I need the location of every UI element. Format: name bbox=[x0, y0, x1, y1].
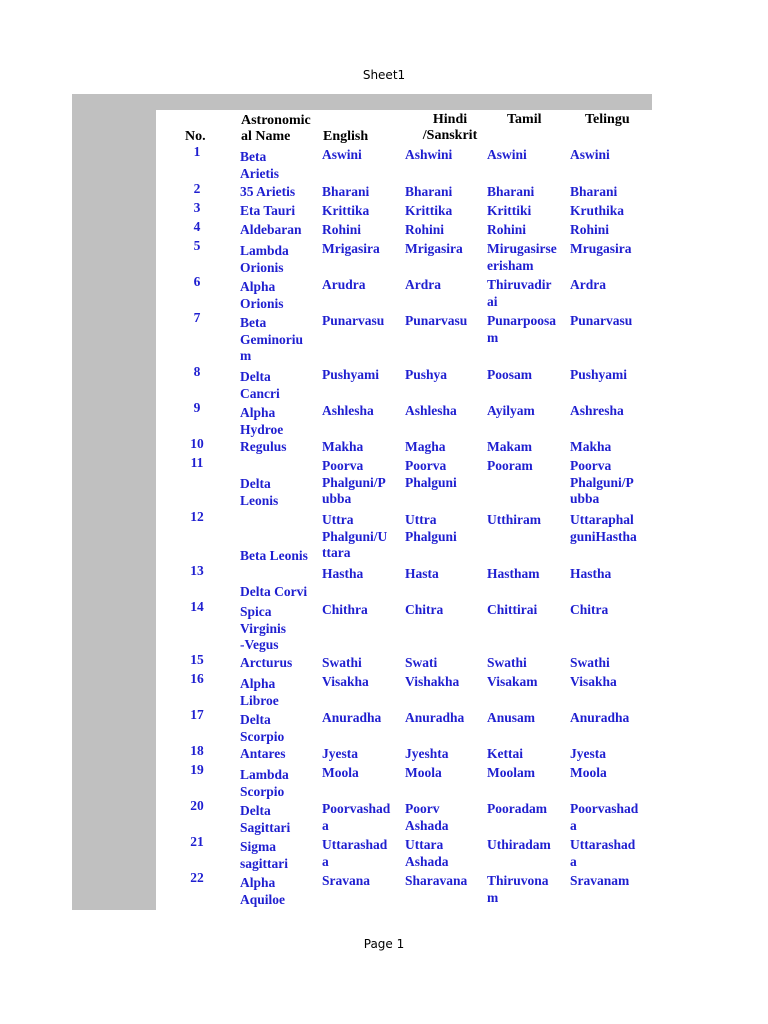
cell-english: Moola bbox=[322, 765, 359, 780]
cell-tamil: Krittiki bbox=[487, 203, 532, 218]
cell-hindi-sanskrit: Uttara Ashada bbox=[405, 837, 449, 869]
sheet-gray-header-band bbox=[72, 94, 652, 110]
cell-no: 14 bbox=[190, 599, 204, 614]
cell-no: 18 bbox=[190, 743, 204, 758]
cell-astronomical-name: Regulus bbox=[240, 439, 287, 454]
cell-telingu: Makha bbox=[570, 439, 612, 454]
cell-hindi-sanskrit: Chitra bbox=[405, 602, 444, 617]
cell-english: Mrigasira bbox=[322, 241, 380, 256]
cell-tamil: Thiruvona m bbox=[487, 873, 549, 905]
cell-hindi-sanskrit: Ashwini bbox=[405, 147, 453, 162]
cell-tamil: Pooradam bbox=[487, 801, 547, 816]
cell-english: Sravana bbox=[322, 873, 371, 888]
cell-telingu: Ardra bbox=[570, 277, 606, 292]
cell-no: 5 bbox=[193, 238, 201, 253]
cell-english: Arudra bbox=[322, 277, 366, 292]
cell-tamil: Makam bbox=[487, 439, 532, 454]
cell-hindi-sanskrit: Bharani bbox=[405, 184, 453, 199]
cell-telingu: Uttarashad a bbox=[570, 837, 636, 869]
sheet-title: Sheet1 bbox=[362, 68, 406, 82]
cell-no: 4 bbox=[193, 219, 201, 234]
header-telingu: Telingu bbox=[585, 112, 630, 127]
cell-english: Krittika bbox=[322, 203, 370, 218]
cell-english: Poorvashad a bbox=[322, 801, 391, 833]
cell-hindi-sanskrit: Sharavana bbox=[405, 873, 468, 888]
cell-telingu: Sravanam bbox=[570, 873, 630, 888]
cell-no: 9 bbox=[193, 400, 201, 415]
cell-no: 19 bbox=[190, 762, 204, 777]
cell-no: 20 bbox=[190, 798, 204, 813]
cell-no: 16 bbox=[190, 671, 204, 686]
cell-telingu: Poorva Phalguni/P ubba bbox=[570, 458, 634, 506]
cell-tamil: Thiruvadir ai bbox=[487, 277, 552, 309]
cell-astronomical-name: Eta Tauri bbox=[240, 203, 296, 218]
cell-tamil: Aswini bbox=[487, 147, 527, 162]
cell-telingu: Uttaraphal guniHastha bbox=[570, 512, 637, 544]
cell-english: Punarvasu bbox=[322, 313, 385, 328]
cell-no: 17 bbox=[190, 707, 204, 722]
cell-tamil: Uthiradam bbox=[487, 837, 551, 852]
cell-tamil: Utthiram bbox=[487, 512, 541, 527]
header-tamil: Tamil bbox=[507, 112, 542, 127]
cell-telingu: Punarvasu bbox=[570, 313, 633, 328]
cell-no: 11 bbox=[190, 455, 204, 470]
cell-hindi-sanskrit: Ardra bbox=[405, 277, 441, 292]
cell-telingu: Hastha bbox=[570, 566, 612, 581]
cell-astronomical-name: Alpha Aquiloe bbox=[240, 875, 286, 907]
cell-hindi-sanskrit: Swati bbox=[405, 655, 438, 670]
cell-hindi-sanskrit: Magha bbox=[405, 439, 446, 454]
cell-telingu: Bharani bbox=[570, 184, 618, 199]
cell-no: 7 bbox=[193, 310, 201, 325]
cell-astronomical-name: Aldebaran bbox=[240, 222, 302, 237]
cell-telingu: Pushyami bbox=[570, 367, 628, 382]
cell-english: Swathi bbox=[322, 655, 362, 670]
cell-telingu: Aswini bbox=[570, 147, 610, 162]
cell-english: Chithra bbox=[322, 602, 368, 617]
cell-telingu: Visakha bbox=[570, 674, 617, 689]
cell-hindi-sanskrit: Ashlesha bbox=[405, 403, 457, 418]
cell-tamil: Poosam bbox=[487, 367, 532, 382]
cell-telingu: Ashresha bbox=[570, 403, 624, 418]
cell-no: 22 bbox=[190, 870, 204, 885]
cell-hindi-sanskrit: Poorv Ashada bbox=[405, 801, 449, 833]
header-english: English bbox=[323, 129, 369, 144]
header-no: No. bbox=[185, 129, 206, 144]
cell-hindi-sanskrit: Rohini bbox=[405, 222, 445, 237]
cell-tamil: Moolam bbox=[487, 765, 535, 780]
cell-english: Anuradha bbox=[322, 710, 382, 725]
cell-tamil: Kettai bbox=[487, 746, 523, 761]
cell-hindi-sanskrit: Hasta bbox=[405, 566, 439, 581]
cell-no: 10 bbox=[190, 436, 204, 451]
cell-english: Jyesta bbox=[322, 746, 358, 761]
cell-telingu: Poorvashad a bbox=[570, 801, 639, 833]
cell-english: Ashlesha bbox=[322, 403, 374, 418]
cell-telingu: Rohini bbox=[570, 222, 610, 237]
cell-tamil: Chittirai bbox=[487, 602, 538, 617]
cell-hindi-sanskrit: Anuradha bbox=[405, 710, 465, 725]
cell-tamil: Rohini bbox=[487, 222, 527, 237]
cell-no: 3 bbox=[193, 200, 201, 215]
cell-astronomical-name: Arcturus bbox=[240, 655, 293, 670]
cell-hindi-sanskrit: Poorva Phalguni bbox=[405, 458, 457, 490]
cell-english: Rohini bbox=[322, 222, 362, 237]
cell-astronomical-name: Spica Virginis -Vegus bbox=[240, 604, 287, 652]
cell-no: 8 bbox=[193, 364, 201, 379]
cell-telingu: Chitra bbox=[570, 602, 609, 617]
cell-hindi-sanskrit: Moola bbox=[405, 765, 442, 780]
header-hindi: Hindi /Sanskrit bbox=[422, 112, 478, 143]
cell-english: Uttra Phalguni/U ttara bbox=[322, 512, 388, 560]
cell-no: 13 bbox=[190, 563, 204, 578]
cell-astronomical-name: Delta Leonis bbox=[240, 476, 279, 508]
cell-tamil: Ayilyam bbox=[487, 403, 535, 418]
cell-no: 15 bbox=[190, 652, 204, 667]
cell-hindi-sanskrit: Punarvasu bbox=[405, 313, 468, 328]
cell-astronomical-name: Lambda Orionis bbox=[240, 243, 289, 275]
cell-hindi-sanskrit: Pushya bbox=[405, 367, 448, 382]
cell-telingu: Kruthika bbox=[570, 203, 625, 218]
cell-tamil: Mirugasirse erisham bbox=[487, 241, 557, 273]
sheet-gray-side-band bbox=[72, 94, 156, 910]
cell-astronomical-name: 35 Arietis bbox=[240, 184, 296, 199]
cell-astronomical-name: Delta Corvi bbox=[240, 584, 308, 599]
cell-no: 21 bbox=[190, 834, 204, 849]
cell-no: 2 bbox=[193, 181, 201, 196]
nakshatra-table bbox=[156, 110, 652, 910]
page-number: Page 1 bbox=[363, 937, 405, 951]
cell-english: Aswini bbox=[322, 147, 362, 162]
cell-hindi-sanskrit: Uttra Phalguni bbox=[405, 512, 457, 544]
cell-astronomical-name: Beta Leonis bbox=[240, 548, 308, 563]
cell-tamil: Bharani bbox=[487, 184, 535, 199]
cell-astronomical-name: Delta Scorpio bbox=[240, 712, 285, 744]
cell-no: 12 bbox=[190, 509, 204, 524]
cell-telingu: Swathi bbox=[570, 655, 610, 670]
cell-astronomical-name: Antares bbox=[240, 746, 286, 761]
cell-tamil: Swathi bbox=[487, 655, 527, 670]
cell-astronomical-name: Alpha Hydroe bbox=[240, 405, 284, 437]
cell-english: Bharani bbox=[322, 184, 370, 199]
cell-astronomical-name: Beta Geminoriu m bbox=[240, 315, 303, 363]
cell-hindi-sanskrit: Jyeshta bbox=[405, 746, 449, 761]
cell-english: Makha bbox=[322, 439, 364, 454]
cell-english: Pushyami bbox=[322, 367, 380, 382]
cell-astronomical-name: Delta Cancri bbox=[240, 369, 280, 401]
cell-astronomical-name: Alpha Libroe bbox=[240, 676, 279, 708]
cell-hindi-sanskrit: Vishakha bbox=[405, 674, 460, 689]
cell-tamil: Visakam bbox=[487, 674, 538, 689]
cell-no: 1 bbox=[193, 144, 201, 159]
cell-telingu: Mrugasira bbox=[570, 241, 632, 256]
cell-astronomical-name: Delta Sagittari bbox=[240, 803, 291, 835]
cell-english: Uttarashad a bbox=[322, 837, 388, 869]
cell-astronomical-name: Lambda Scorpio bbox=[240, 767, 289, 799]
cell-english: Hastha bbox=[322, 566, 364, 581]
cell-tamil: Hastham bbox=[487, 566, 540, 581]
cell-tamil: Pooram bbox=[487, 458, 533, 473]
cell-hindi-sanskrit: Krittika bbox=[405, 203, 453, 218]
cell-telingu: Anuradha bbox=[570, 710, 630, 725]
cell-hindi-sanskrit: Mrigasira bbox=[405, 241, 463, 256]
cell-telingu: Jyesta bbox=[570, 746, 606, 761]
cell-astronomical-name: Sigma sagittari bbox=[240, 839, 288, 871]
cell-tamil: Punarpoosa m bbox=[487, 313, 557, 345]
cell-astronomical-name: Alpha Orionis bbox=[240, 279, 284, 311]
cell-telingu: Moola bbox=[570, 765, 607, 780]
cell-no: 6 bbox=[193, 274, 201, 289]
cell-english: Visakha bbox=[322, 674, 369, 689]
cell-astronomical-name: Beta Arietis bbox=[240, 149, 279, 181]
header-astronomical-name: Astronomic al Name bbox=[241, 113, 311, 144]
cell-tamil: Anusam bbox=[487, 710, 536, 725]
cell-english: Poorva Phalguni/P ubba bbox=[322, 458, 386, 506]
